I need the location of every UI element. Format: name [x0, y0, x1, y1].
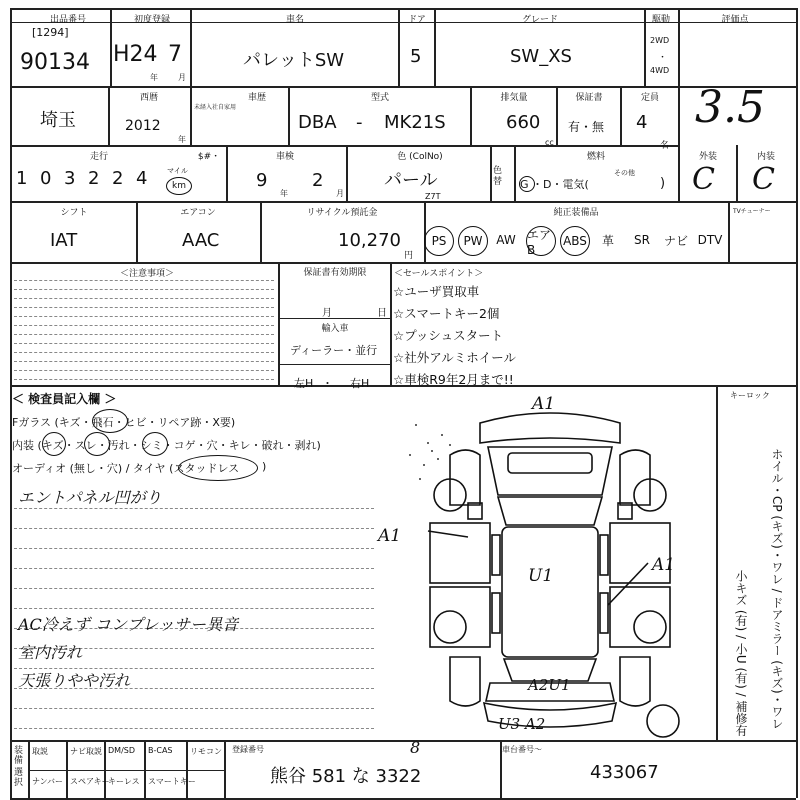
vin-label: 車台番号〜	[502, 745, 542, 754]
interior-line: 内装 (キズ・スレ・汚れ・シミ・コゲ・穴・キレ・破れ・剥れ)	[12, 439, 321, 452]
option-item: スペアキー	[70, 777, 110, 786]
circle-mark	[92, 409, 128, 433]
year-label: 西暦	[139, 93, 158, 103]
grid-line	[278, 364, 390, 365]
door-count: 5	[410, 46, 422, 67]
recycle-label: リサイクル預託金	[306, 208, 378, 218]
mileage-label: 走行	[89, 152, 108, 162]
model-label: 型式	[370, 93, 389, 103]
dash-line	[14, 289, 274, 290]
option-item: ナビ取説	[70, 747, 102, 756]
drive-4wd: 4WD	[650, 66, 670, 75]
seats: 4	[636, 112, 648, 133]
option-item: B-CAS	[148, 746, 173, 755]
grid-line	[10, 145, 680, 147]
equipment-item: PS	[424, 226, 454, 256]
grid-line	[144, 740, 146, 798]
recycle-fee: 10,270	[338, 230, 401, 251]
reg-label: 初度登録	[133, 15, 170, 25]
grid-line	[728, 201, 730, 262]
equipment-item: ABS	[560, 226, 590, 256]
circle-mark	[84, 432, 110, 456]
dash-line	[14, 548, 374, 549]
lot-number: 90134	[20, 50, 90, 75]
km-unit: km	[166, 177, 192, 195]
year-unit: 年	[178, 135, 186, 144]
color-change-label: 色替	[493, 166, 503, 187]
tv-label: TVチューナー	[733, 208, 771, 215]
dash-line	[14, 728, 374, 729]
handwritten-note: 天張りやや汚れ	[18, 671, 131, 690]
grid-line	[224, 740, 226, 798]
equipment-item: DTV	[697, 233, 723, 247]
reg-m: 月	[178, 73, 186, 82]
option-item: スマートキー	[148, 777, 196, 786]
damage-mark-front: A1	[532, 394, 556, 414]
dash-line	[14, 588, 374, 589]
dash-line	[14, 568, 374, 569]
audio-tire-close: )	[262, 460, 267, 473]
grid-line	[10, 201, 796, 203]
inspector-title: ＜ 検査員記入欄 ＞	[12, 392, 117, 406]
dash-line	[14, 508, 374, 509]
grid-line	[186, 740, 188, 798]
grid-line	[110, 8, 112, 86]
dash-line	[14, 528, 374, 529]
import-label: 輸入車	[321, 324, 349, 334]
fuel-label: 燃料	[586, 152, 605, 162]
color-label: 色 (ColNo)	[397, 152, 443, 162]
grid-line	[104, 740, 106, 798]
plate-correction: 8	[410, 738, 421, 757]
dash-line	[14, 298, 274, 299]
option-item: リモコン	[190, 747, 222, 756]
equipment-item: AW	[496, 233, 516, 247]
fuel-close: )	[660, 176, 666, 191]
vin-number: 433067	[590, 762, 659, 783]
year: 2012	[125, 118, 161, 134]
dash-line	[14, 280, 274, 281]
grid-line	[490, 145, 492, 201]
chassis-label: 車歴	[247, 93, 266, 103]
seats-label: 定員	[640, 93, 659, 103]
mileage-digit: 3	[64, 168, 76, 189]
inspect-month: 2	[312, 170, 324, 191]
mileage-digit: 0	[40, 168, 52, 189]
option-item: 取説	[32, 747, 48, 756]
interior-label: 内装	[756, 152, 775, 162]
cc-label: 排気量	[500, 93, 528, 103]
sales-point: ☆車検R9年2月まで!!	[393, 372, 514, 387]
car-name: パレットSW	[243, 50, 345, 71]
score: 3.5	[695, 82, 765, 133]
damage-mark-rear: A2U1	[528, 676, 571, 694]
engine-cc: 660	[506, 112, 541, 133]
seats-unit: 名	[660, 141, 670, 151]
side-note-2: 小キズ (有) / 小U (有) / 補修有	[734, 570, 748, 737]
door-label: ドア	[408, 15, 426, 25]
mileage-digit: 1	[16, 168, 28, 189]
exterior-grade: C	[692, 162, 715, 197]
lot-label: 出品番号	[49, 15, 86, 25]
prefecture: 埼玉	[40, 110, 76, 131]
drive-2wd: 2WD	[650, 36, 670, 45]
option-item: ナンバー	[32, 777, 64, 786]
grid-line	[28, 740, 30, 798]
damage-mark-bumper: U3 A2	[498, 715, 546, 733]
caution-label: ＜注意事項＞	[120, 269, 175, 279]
sales-label: ＜セールスポイント＞	[394, 269, 484, 279]
warranty-label: 保証書	[575, 93, 603, 103]
model-a: DBA	[298, 112, 337, 133]
hand-dot: ・	[322, 377, 333, 390]
name-label: 車名	[285, 15, 304, 25]
fuel-opts: G ・D・電気(	[520, 178, 589, 191]
dash-line	[14, 343, 274, 344]
equipment-item: エアB	[526, 226, 556, 256]
circle-mark	[178, 455, 258, 481]
mile-unit: マイル	[167, 167, 188, 175]
handwritten-note: AC冷えず コンプレッサー異音	[18, 615, 239, 634]
lot-sub: [1294]	[32, 26, 69, 39]
dash-line	[14, 316, 274, 317]
damage-mark-roof: U1	[528, 566, 554, 586]
shift-label: シフト	[60, 208, 88, 218]
drive-dot: ・	[658, 53, 668, 63]
dealer-type: ディーラー・並行	[290, 344, 378, 357]
ac-label: エアコン	[180, 208, 216, 218]
grade-label: グレード	[521, 15, 558, 25]
grid-line	[346, 145, 348, 201]
plate-label: 登録番号	[232, 745, 264, 754]
select-label: 選択	[14, 768, 24, 788]
inspect-y: 年	[280, 189, 288, 198]
fuel-circle	[519, 176, 535, 192]
inspect-label: 車検	[275, 152, 294, 162]
color: パール	[384, 170, 438, 191]
grid-line	[796, 8, 798, 798]
mileage-digit: 2	[112, 168, 124, 189]
reg-era: H24	[113, 42, 158, 67]
grid-line	[66, 740, 68, 798]
dash-line	[14, 325, 274, 326]
plate-number: 熊谷 581 な 3322	[270, 766, 422, 787]
warranty-opts: 有・無	[568, 120, 605, 134]
mileage-digit: 4	[136, 168, 148, 189]
grade: SW_XS	[510, 46, 572, 67]
sales-point: ☆スマートキー2個	[393, 306, 500, 321]
warranty-expiry-label: 保証書有効期限	[303, 268, 367, 278]
handwritten-note: 室内汚れ	[18, 643, 83, 662]
cc-unit: cc	[545, 138, 554, 147]
dash-line	[14, 370, 274, 371]
audio-tire-line: オーディオ (無し・穴) / タイヤ (スタッドレス	[12, 462, 240, 475]
handwritten-note: エントパネル凹がり	[18, 488, 162, 507]
side-note-1: ホイル・CP (キズ)・ワレ / ドアミラー (キズ)・ワレ	[770, 448, 784, 730]
warranty-day: 日	[377, 308, 387, 319]
inspect-year: 9	[256, 170, 268, 191]
grid-line	[28, 770, 224, 771]
model-b: MK21S	[384, 112, 446, 133]
reg-y: 年	[150, 73, 158, 82]
sales-point: ☆ユーザ買取車	[393, 284, 480, 299]
circle-mark	[42, 432, 66, 456]
model-dash: -	[356, 112, 363, 133]
color-code: Z7T	[425, 192, 441, 201]
equipment-item: ナビ	[663, 233, 688, 248]
sp-label: $#・	[197, 152, 221, 162]
rhd: 右H	[350, 377, 370, 390]
grid-line	[10, 262, 796, 264]
key-lock-label: キーロック	[730, 391, 770, 400]
interior-grade: C	[752, 162, 775, 197]
grid-line	[390, 262, 392, 385]
grid-line	[278, 318, 390, 319]
equipment-label: 純正装備品	[553, 208, 599, 218]
equip-label: 装備	[14, 746, 24, 766]
grid-line	[10, 740, 796, 742]
dash-line	[14, 352, 274, 353]
chassis-note: 未経入社自家用	[194, 104, 237, 111]
fuel-other: その他	[614, 169, 635, 177]
sales-point: ☆社外アルミホイール	[393, 350, 516, 365]
shift: IAT	[50, 230, 78, 251]
fglass-line: Fガラス (キズ・飛石・ヒビ・リペア跡・X要)	[12, 416, 236, 429]
aircon: AAC	[182, 230, 220, 251]
lhd: 左H	[294, 377, 314, 390]
drive-label: 駆動	[651, 15, 670, 25]
dash-line	[14, 708, 374, 709]
equipment-item: 革	[601, 233, 614, 248]
dash-line	[14, 379, 274, 380]
damage-mark-right: A1	[652, 555, 676, 575]
grid-line	[226, 145, 228, 201]
exterior-label: 外装	[698, 152, 717, 162]
damage-mark-left: A1	[378, 526, 402, 546]
equipment-item: PW	[458, 226, 488, 256]
dash-line	[14, 307, 274, 308]
equipment-item: SR	[634, 233, 650, 247]
mileage-digit: 2	[88, 168, 100, 189]
dash-line	[14, 334, 274, 335]
warranty-month: 月	[322, 308, 332, 319]
reg-month: 7	[168, 42, 182, 67]
recycle-unit: 円	[404, 251, 414, 261]
option-item: DM/SD	[108, 746, 135, 755]
grid-line	[278, 262, 280, 385]
inspect-m: 月	[336, 189, 344, 198]
grid-line	[678, 86, 680, 145]
sales-point: ☆プッシュスタート	[393, 328, 504, 343]
score-label: 評価点	[721, 15, 749, 25]
option-item: キーレス	[108, 777, 140, 786]
dash-line	[14, 608, 374, 609]
circle-mark	[142, 432, 168, 456]
dash-line	[14, 361, 274, 362]
